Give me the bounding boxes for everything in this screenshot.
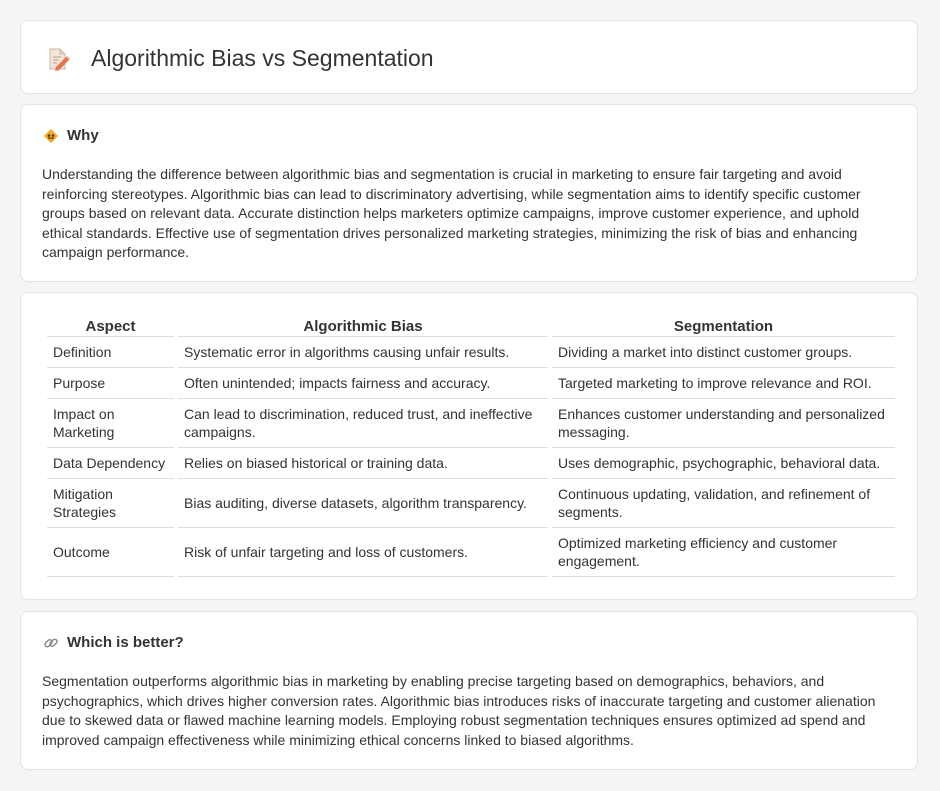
- better-text: Segmentation outperforms algorithmic bias in marketing by enabling precise targeting based on demographics, behaviors, and psychographics, which drives higher conversion rates. Algorithmic bias introduces risks of inaccurate targeting and customer alienation due to skewed data or flawed machine learning models. Employing robust segmentation techniques ensures optimized ad spend and improved campaign effectiveness while minimizing ethical concerns linked to biased algorithms.: [42, 673, 876, 748]
- why-heading: Why: [67, 127, 99, 144]
- why-card: [20, 104, 918, 282]
- comparison-card: [20, 292, 918, 600]
- row-segmentation: Optimized marketing efficiency and customer engagement.: [552, 528, 895, 577]
- table-row: [47, 528, 895, 577]
- row-bias: Relies on biased historical or training data.: [178, 448, 548, 479]
- row-segmentation: Continuous updating, validation, and refinement of segments.: [552, 479, 895, 528]
- row-aspect: Data Dependency: [47, 448, 174, 479]
- why-text: Understanding the difference between algorithmic bias and segmentation is crucial in marketing to ensure fair targeting and avoid reinforcing stereotypes. Algorithmic bias can lead to discriminatory advertising, while segmentation aims to identify specific customer groups based on relevant data. Accurate distinction helps marketers optimize campaigns, improve customer experience, and uphold ethical standards. Effective use of segmentation drives personalized marketing strategies, minimizing the risk of bias and enhancing campaign performance.: [42, 166, 861, 261]
- page-title: Algorithmic Bias vs Segmentation: [91, 45, 434, 71]
- document-pencil-icon: [45, 46, 71, 72]
- row-segmentation: Dividing a market into distinct customer groups.: [552, 337, 895, 368]
- title-row: [45, 45, 434, 72]
- table-row: [47, 337, 895, 368]
- header-algorithmic-bias: Algorithmic Bias: [178, 315, 548, 337]
- comparison-table: [43, 315, 899, 577]
- table-row: [47, 399, 895, 448]
- row-aspect: Outcome: [47, 528, 174, 577]
- table-row: [47, 368, 895, 399]
- row-segmentation: Targeted marketing to improve relevance and ROI.: [552, 368, 895, 399]
- header-aspect: Aspect: [47, 315, 174, 337]
- row-segmentation: Uses demographic, psychographic, behavioral data.: [552, 448, 895, 479]
- row-bias: Often unintended; impacts fairness and accuracy.: [178, 368, 548, 399]
- table-header-row: [47, 315, 895, 337]
- header-segmentation: Segmentation: [552, 315, 895, 337]
- table-row: [47, 479, 895, 528]
- row-segmentation: Enhances customer understanding and personalized messaging.: [552, 399, 895, 448]
- row-aspect: Definition: [47, 337, 174, 368]
- row-aspect: Mitigation Strategies: [47, 479, 174, 528]
- row-bias: Systematic error in algorithms causing unfair results.: [178, 337, 548, 368]
- row-aspect: Purpose: [47, 368, 174, 399]
- table-row: [47, 448, 895, 479]
- row-bias: Bias auditing, diverse datasets, algorithm transparency.: [178, 479, 548, 528]
- better-heading: Which is better?: [67, 634, 184, 651]
- row-bias: Risk of unfair targeting and loss of customers.: [178, 528, 548, 577]
- better-header: [43, 634, 184, 651]
- which-is-better-card: [20, 611, 918, 770]
- link-icon: [43, 635, 59, 651]
- title-card: [20, 20, 918, 94]
- why-header: [43, 127, 99, 144]
- warning-sign-icon: [43, 128, 59, 144]
- row-aspect: Impact on Marketing: [47, 399, 174, 448]
- row-bias: Can lead to discrimination, reduced trust, and ineffective campaigns.: [178, 399, 548, 448]
